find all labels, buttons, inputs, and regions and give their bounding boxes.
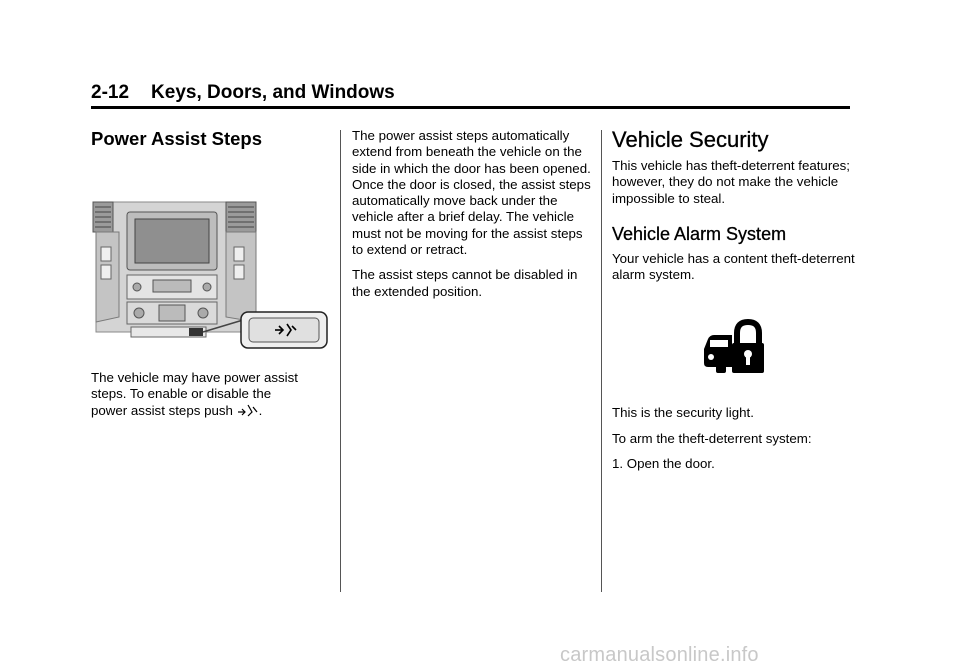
chapter-title: Keys, Doors, and Windows: [151, 82, 395, 103]
paragraph: The assist steps cannot be disabled in the extended position.: [352, 267, 578, 299]
assist-steps-icon: [237, 403, 259, 421]
column-assist-steps-details: [352, 128, 592, 309]
column-divider: [340, 130, 341, 592]
instruction-end: .: [258, 402, 263, 418]
paragraph: This vehicle has theft-deterrent features; however, they do not make the vehicle impossible to steal.: [612, 158, 850, 206]
assist-steps-instruction: [91, 370, 331, 421]
section-heading: Vehicle Security: [612, 127, 769, 152]
page-header: [91, 82, 850, 109]
subsection-heading: Vehicle Alarm System: [612, 223, 787, 244]
list-item: 1. Open the door.: [612, 456, 715, 472]
column-power-assist-steps: [91, 128, 331, 430]
car-lock-icon: [702, 319, 766, 375]
column-divider: [601, 130, 602, 592]
instruction-line2: power assist steps push: [91, 402, 233, 418]
paragraph: This is the security light.: [612, 405, 754, 421]
column-vehicle-security: [612, 128, 857, 481]
section-heading: Power Assist Steps: [91, 128, 263, 149]
watermark: carmanualsonline.info: [560, 644, 759, 666]
instruction-line1: The vehicle may have power assist steps. To enable or disable the: [91, 370, 298, 402]
paragraph: To arm the theft-deterrent system:: [612, 430, 812, 446]
paragraph: Your vehicle has a content theft-deterrent alarm system.: [612, 250, 855, 283]
center-console-illustration: [91, 162, 331, 362]
paragraph: The power assist steps automatically extend from beneath the vehicle on the side in which the door has been opened. Once the door is closed, the assist steps automatically move back under the vehicle after a brief delay. The vehicle must not be moving for the assist steps to extend or retract.: [352, 128, 591, 258]
page-number: 2-12: [91, 82, 130, 103]
